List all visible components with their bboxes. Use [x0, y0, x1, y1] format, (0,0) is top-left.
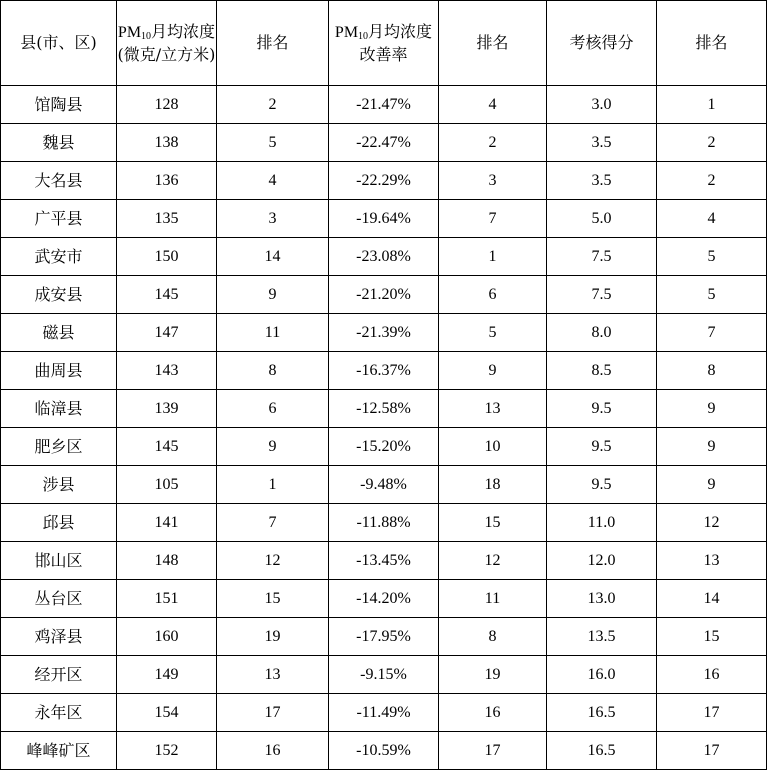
score-cell: 16.0 — [547, 656, 657, 694]
concentration-rank-cell: 6 — [217, 390, 329, 428]
concentration-rank-cell: 14 — [217, 238, 329, 276]
score-cell: 3.0 — [547, 86, 657, 124]
score-rank-cell: 5 — [657, 238, 767, 276]
pm10-concentration-cell: 136 — [117, 162, 217, 200]
score-cell: 8.5 — [547, 352, 657, 390]
county-cell: 广平县 — [1, 200, 117, 238]
improvement-rank-cell: 2 — [439, 124, 547, 162]
table-row — [1, 276, 767, 314]
improvement-rate-cell: -17.95% — [329, 618, 439, 656]
improvement-rank-cell: 5 — [439, 314, 547, 352]
improvement-rank-cell: 11 — [439, 580, 547, 618]
county-cell: 涉县 — [1, 466, 117, 504]
score-rank-cell: 16 — [657, 656, 767, 694]
county-cell: 肥乡区 — [1, 428, 117, 466]
improvement-rate-cell: -22.29% — [329, 162, 439, 200]
improvement-rate-cell: -21.39% — [329, 314, 439, 352]
score-cell: 9.5 — [547, 390, 657, 428]
pm10-concentration-cell: 141 — [117, 504, 217, 542]
pm10-concentration-cell: 139 — [117, 390, 217, 428]
table-row — [1, 352, 767, 390]
improvement-rate-cell: -22.47% — [329, 124, 439, 162]
improvement-rank-cell: 19 — [439, 656, 547, 694]
pm10-concentration-cell: 152 — [117, 732, 217, 770]
improvement-rank-cell: 18 — [439, 466, 547, 504]
pm10-concentration-cell: 151 — [117, 580, 217, 618]
score-cell: 16.5 — [547, 732, 657, 770]
concentration-rank-cell: 4 — [217, 162, 329, 200]
improvement-rate-cell: -10.59% — [329, 732, 439, 770]
pm10-concentration-cell: 160 — [117, 618, 217, 656]
concentration-rank-cell: 3 — [217, 200, 329, 238]
county-cell: 邯山区 — [1, 542, 117, 580]
pm10-concentration-cell: 128 — [117, 86, 217, 124]
pm10-concentration-cell: 143 — [117, 352, 217, 390]
concentration-rank-cell: 1 — [217, 466, 329, 504]
score-rank-cell: 1 — [657, 86, 767, 124]
county-cell: 曲周县 — [1, 352, 117, 390]
score-cell: 13.5 — [547, 618, 657, 656]
improvement-rank-cell: 16 — [439, 694, 547, 732]
county-cell: 成安县 — [1, 276, 117, 314]
score-rank-cell: 13 — [657, 542, 767, 580]
header-county: 县(市、区) — [1, 1, 117, 86]
county-cell: 磁县 — [1, 314, 117, 352]
improvement-rank-cell: 7 — [439, 200, 547, 238]
county-cell: 丛台区 — [1, 580, 117, 618]
table-row — [1, 618, 767, 656]
table-row — [1, 580, 767, 618]
improvement-rate-cell: -21.20% — [329, 276, 439, 314]
score-rank-cell: 12 — [657, 504, 767, 542]
improvement-rate-cell: -12.58% — [329, 390, 439, 428]
improvement-rank-cell: 3 — [439, 162, 547, 200]
improvement-rate-cell: -23.08% — [329, 238, 439, 276]
improvement-rank-cell: 10 — [439, 428, 547, 466]
concentration-rank-cell: 16 — [217, 732, 329, 770]
concentration-rank-cell: 9 — [217, 276, 329, 314]
score-rank-cell: 14 — [657, 580, 767, 618]
improvement-rate-cell: -9.48% — [329, 466, 439, 504]
score-cell: 3.5 — [547, 124, 657, 162]
score-cell: 7.5 — [547, 238, 657, 276]
score-rank-cell: 4 — [657, 200, 767, 238]
score-rank-cell: 9 — [657, 466, 767, 504]
improvement-rate-cell: -16.37% — [329, 352, 439, 390]
score-rank-cell: 9 — [657, 428, 767, 466]
concentration-rank-cell: 9 — [217, 428, 329, 466]
table-row — [1, 390, 767, 428]
improvement-rank-cell: 9 — [439, 352, 547, 390]
concentration-rank-cell: 11 — [217, 314, 329, 352]
table-row — [1, 314, 767, 352]
improvement-rate-cell: -11.49% — [329, 694, 439, 732]
pm10-concentration-cell: 149 — [117, 656, 217, 694]
pm10-concentration-cell: 147 — [117, 314, 217, 352]
concentration-rank-cell: 17 — [217, 694, 329, 732]
score-cell: 7.5 — [547, 276, 657, 314]
table-row — [1, 466, 767, 504]
table-row — [1, 86, 767, 124]
county-cell: 临漳县 — [1, 390, 117, 428]
pm10-concentration-cell: 105 — [117, 466, 217, 504]
county-cell: 大名县 — [1, 162, 117, 200]
score-cell: 13.0 — [547, 580, 657, 618]
score-cell: 16.5 — [547, 694, 657, 732]
concentration-rank-cell: 8 — [217, 352, 329, 390]
improvement-rank-cell: 1 — [439, 238, 547, 276]
header-assessment-score: 考核得分 — [547, 1, 657, 86]
score-rank-cell: 2 — [657, 162, 767, 200]
concentration-rank-cell: 12 — [217, 542, 329, 580]
score-rank-cell: 9 — [657, 390, 767, 428]
table-row — [1, 656, 767, 694]
pm10-concentration-cell: 145 — [117, 428, 217, 466]
improvement-rate-cell: -14.20% — [329, 580, 439, 618]
concentration-rank-cell: 13 — [217, 656, 329, 694]
score-rank-cell: 2 — [657, 124, 767, 162]
improvement-rank-cell: 13 — [439, 390, 547, 428]
improvement-rank-cell: 17 — [439, 732, 547, 770]
improvement-rate-cell: -11.88% — [329, 504, 439, 542]
table-row — [1, 124, 767, 162]
table-row — [1, 428, 767, 466]
score-rank-cell: 17 — [657, 694, 767, 732]
county-cell: 魏县 — [1, 124, 117, 162]
score-rank-cell: 17 — [657, 732, 767, 770]
score-rank-cell: 5 — [657, 276, 767, 314]
score-cell: 12.0 — [547, 542, 657, 580]
pm10-concentration-cell: 138 — [117, 124, 217, 162]
county-cell: 永年区 — [1, 694, 117, 732]
table-row — [1, 504, 767, 542]
score-cell: 9.5 — [547, 428, 657, 466]
pm10-concentration-cell: 135 — [117, 200, 217, 238]
improvement-rank-cell: 8 — [439, 618, 547, 656]
county-cell: 峰峰矿区 — [1, 732, 117, 770]
header-pm10-concentration: $PM_{10}$月均浓度(微克/立方米) — [117, 1, 217, 86]
table-row — [1, 694, 767, 732]
concentration-rank-cell: 19 — [217, 618, 329, 656]
score-cell: 8.0 — [547, 314, 657, 352]
improvement-rate-cell: -13.45% — [329, 542, 439, 580]
score-cell: 9.5 — [547, 466, 657, 504]
header-pm10-improvement: $PM_{10}$月均浓度改善率 — [329, 1, 439, 86]
score-rank-cell: 7 — [657, 314, 767, 352]
concentration-rank-cell: 15 — [217, 580, 329, 618]
pm10-concentration-cell: 154 — [117, 694, 217, 732]
county-cell: 馆陶县 — [1, 86, 117, 124]
score-rank-cell: 15 — [657, 618, 767, 656]
score-cell: 5.0 — [547, 200, 657, 238]
table-row — [1, 200, 767, 238]
table-body — [1, 86, 767, 770]
county-cell: 武安市 — [1, 238, 117, 276]
improvement-rate-cell: -15.20% — [329, 428, 439, 466]
improvement-rate-cell: -9.15% — [329, 656, 439, 694]
score-rank-cell: 8 — [657, 352, 767, 390]
table-row — [1, 238, 767, 276]
score-cell: 11.0 — [547, 504, 657, 542]
improvement-rank-cell: 4 — [439, 86, 547, 124]
improvement-rate-cell: -19.64% — [329, 200, 439, 238]
improvement-rank-cell: 12 — [439, 542, 547, 580]
concentration-rank-cell: 2 — [217, 86, 329, 124]
county-cell: 鸡泽县 — [1, 618, 117, 656]
pm10-concentration-cell: 148 — [117, 542, 217, 580]
concentration-rank-cell: 5 — [217, 124, 329, 162]
improvement-rank-cell: 15 — [439, 504, 547, 542]
pm10-concentration-cell: 145 — [117, 276, 217, 314]
header-score-rank: 排名 — [657, 1, 767, 86]
header-improvement-rank: 排名 — [439, 1, 547, 86]
header-row — [1, 1, 767, 86]
county-cell: 经开区 — [1, 656, 117, 694]
concentration-rank-cell: 7 — [217, 504, 329, 542]
county-cell: 邱县 — [1, 504, 117, 542]
header-concentration-rank: 排名 — [217, 1, 329, 86]
table-row — [1, 162, 767, 200]
improvement-rank-cell: 6 — [439, 276, 547, 314]
pm10-concentration-cell: 150 — [117, 238, 217, 276]
table-row — [1, 542, 767, 580]
improvement-rate-cell: -21.47% — [329, 86, 439, 124]
score-cell: 3.5 — [547, 162, 657, 200]
